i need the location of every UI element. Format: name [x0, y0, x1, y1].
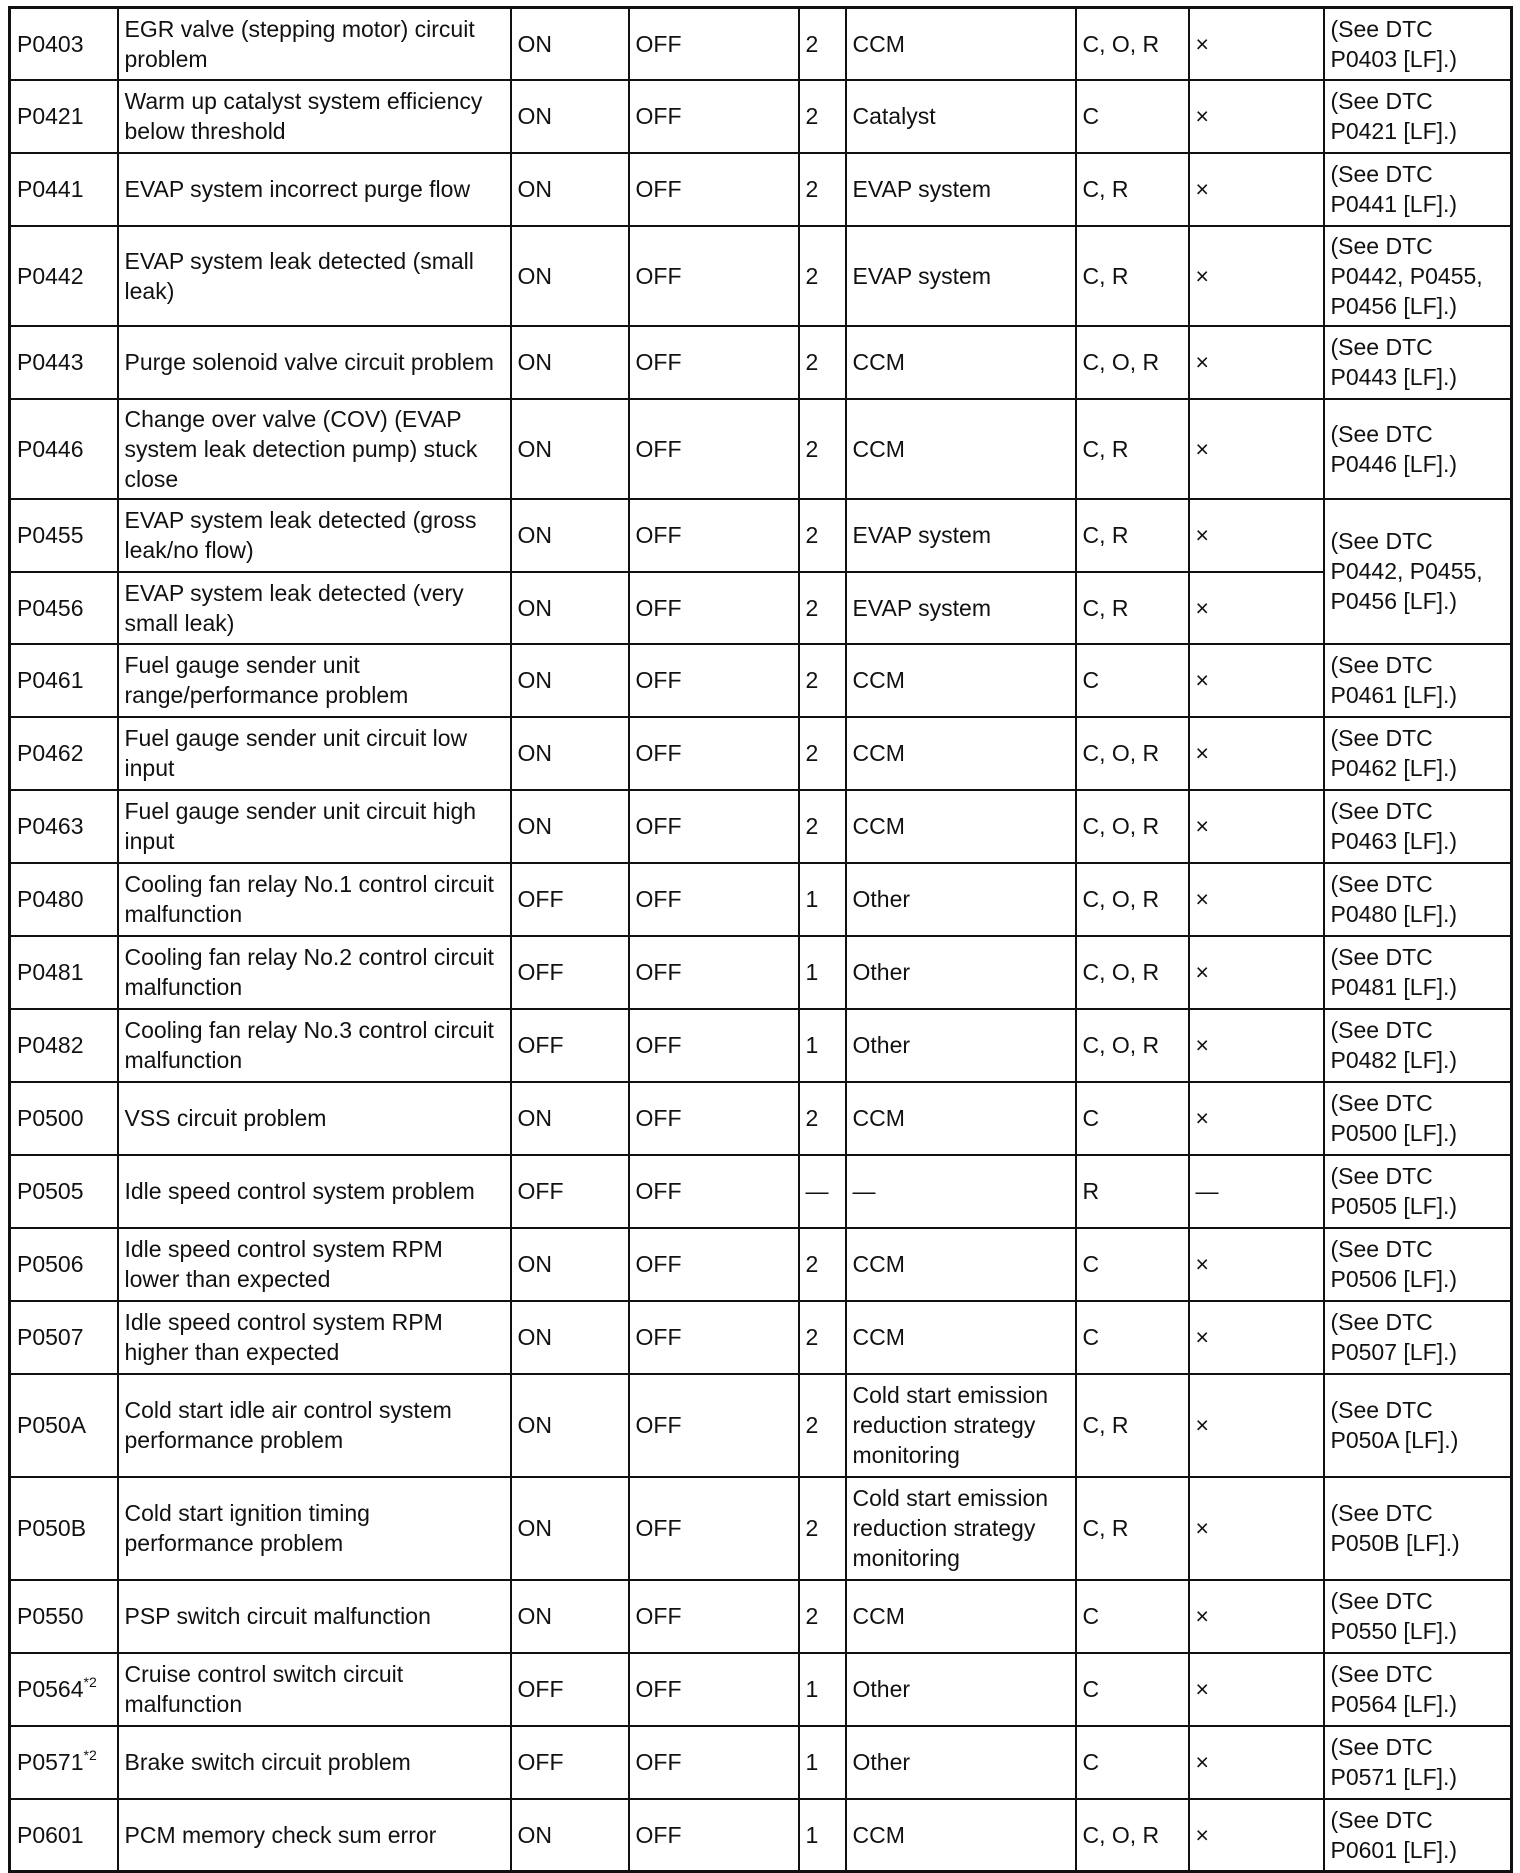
dtc-code-cell	[10, 572, 118, 644]
dtc-code: P0550	[17, 1603, 84, 1629]
mil-status: ON	[511, 1374, 629, 1477]
generator-warning-status: OFF	[629, 1082, 799, 1155]
dtc-table	[8, 6, 1513, 1873]
mil-status: ON	[511, 1477, 629, 1580]
mil-status: OFF	[511, 1653, 629, 1726]
mil-status: ON	[511, 1082, 629, 1155]
memory-function: C, R	[1076, 226, 1189, 326]
dtc-code: P0403	[17, 30, 84, 57]
dtc-description: PSP switch circuit malfunction	[118, 1580, 511, 1653]
monitor-item: CCM	[846, 1082, 1076, 1155]
dtc-description: Cooling fan relay No.2 control circuit malfunction	[118, 936, 511, 1009]
reference-link[interactable]: (See DTC P0463 [LF].)	[1324, 790, 1512, 863]
generator-warning-status: OFF	[629, 790, 799, 863]
drive-cycle: 2	[799, 790, 846, 863]
self-test-type: ×	[1189, 326, 1324, 399]
drive-cycle: 1	[799, 1726, 846, 1799]
footnote-marker: *2	[83, 1674, 97, 1690]
dtc-code: P0507	[17, 1324, 84, 1350]
memory-function: C	[1076, 1301, 1189, 1374]
drive-cycle: 1	[799, 863, 846, 936]
dtc-code: P0601	[17, 1821, 84, 1848]
dtc-code: P0571	[17, 1749, 84, 1775]
monitor-item: EVAP system	[846, 226, 1076, 326]
dtc-description: Fuel gauge sender unit circuit high input	[118, 790, 511, 863]
dtc-code-cell	[10, 153, 118, 226]
dtc-code: P0482	[17, 1032, 84, 1058]
monitor-item: CCM	[846, 1580, 1076, 1653]
generator-warning-status: OFF	[629, 644, 799, 717]
memory-function: C, O, R	[1076, 1009, 1189, 1082]
generator-warning-status: OFF	[629, 1726, 799, 1799]
dtc-description: Warm up catalyst system efficiency below threshold	[118, 80, 511, 153]
dtc-code-cell	[10, 1082, 118, 1155]
monitor-item: CCM	[846, 790, 1076, 863]
table-row	[10, 644, 1512, 717]
self-test-type: ×	[1189, 863, 1324, 936]
memory-function: C, O, R	[1076, 790, 1189, 863]
reference-link[interactable]: (See DTC P0482 [LF].)	[1324, 1009, 1512, 1082]
generator-warning-status: OFF	[629, 80, 799, 153]
generator-warning-status: OFF	[629, 863, 799, 936]
dtc-description: Cooling fan relay No.1 control circuit malfunction	[118, 863, 511, 936]
drive-cycle: 2	[799, 1082, 846, 1155]
table-row	[10, 153, 1512, 226]
monitor-item: CCM	[846, 1799, 1076, 1872]
dtc-description: Fuel gauge sender unit range/performance problem	[118, 644, 511, 717]
table-row	[10, 1580, 1512, 1653]
monitor-item: EVAP system	[846, 572, 1076, 644]
reference-link[interactable]: (See DTC P0442, P0455, P0456 [LF].)	[1324, 499, 1512, 644]
generator-warning-status: OFF	[629, 1228, 799, 1301]
memory-function: C	[1076, 644, 1189, 717]
self-test-type: ×	[1189, 1301, 1324, 1374]
drive-cycle: 2	[799, 326, 846, 399]
generator-warning-status: OFF	[629, 936, 799, 1009]
reference-link[interactable]: (See DTC P0480 [LF].)	[1324, 863, 1512, 936]
dtc-code: P0481	[17, 959, 84, 985]
dtc-code: P0505	[17, 1178, 84, 1204]
memory-function: R	[1076, 1155, 1189, 1228]
dtc-code-cell	[10, 80, 118, 153]
self-test-type: ×	[1189, 1009, 1324, 1082]
dtc-description: EVAP system leak detected (small leak)	[118, 226, 511, 326]
reference-link[interactable]: (See DTC P0443 [LF].)	[1324, 326, 1512, 399]
reference-link[interactable]: (See DTC P0506 [LF].)	[1324, 1228, 1512, 1301]
dtc-code-cell	[10, 1580, 118, 1653]
generator-warning-status: OFF	[629, 8, 799, 80]
dtc-code: P0461	[17, 667, 84, 693]
mil-status: ON	[511, 226, 629, 326]
self-test-type: ×	[1189, 1374, 1324, 1477]
dtc-code-cell	[10, 1155, 118, 1228]
mil-status: ON	[511, 80, 629, 153]
dtc-description: Idle speed control system RPM lower than expected	[118, 1228, 511, 1301]
reference-link[interactable]: (See DTC P0505 [LF].)	[1324, 1155, 1512, 1228]
drive-cycle: 2	[799, 1228, 846, 1301]
table-row	[10, 1374, 1512, 1477]
monitor-item: EVAP system	[846, 499, 1076, 572]
table-row	[10, 572, 1512, 644]
dtc-code-cell	[10, 1477, 118, 1580]
monitor-item: Other	[846, 1726, 1076, 1799]
monitor-item: Other	[846, 1009, 1076, 1082]
reference-link[interactable]: (See DTC P0500 [LF].)	[1324, 1082, 1512, 1155]
memory-function: C, R	[1076, 572, 1189, 644]
table-row	[10, 8, 1512, 80]
dtc-code-cell	[10, 1009, 118, 1082]
generator-warning-status: OFF	[629, 1374, 799, 1477]
table-row	[10, 790, 1512, 863]
dtc-description: EGR valve (stepping motor) circuit problem	[118, 8, 511, 80]
self-test-type: ×	[1189, 1082, 1324, 1155]
reference-link[interactable]: (See DTC P0507 [LF].)	[1324, 1301, 1512, 1374]
table-row	[10, 1799, 1512, 1872]
monitor-item: CCM	[846, 326, 1076, 399]
memory-function: C	[1076, 1653, 1189, 1726]
drive-cycle: —	[799, 1155, 846, 1228]
dtc-code-cell	[10, 399, 118, 499]
dtc-code-cell	[10, 326, 118, 399]
dtc-code: P0463	[17, 813, 84, 839]
generator-warning-status: OFF	[629, 326, 799, 399]
drive-cycle: 1	[799, 1653, 846, 1726]
dtc-code-cell	[10, 790, 118, 863]
dtc-description: Idle speed control system problem	[118, 1155, 511, 1228]
dtc-code: P0446	[17, 435, 84, 462]
dtc-code-cell	[10, 226, 118, 326]
dtc-code: P050A	[17, 1412, 87, 1438]
mil-status: OFF	[511, 1155, 629, 1228]
generator-warning-status: OFF	[629, 1580, 799, 1653]
self-test-type: ×	[1189, 936, 1324, 1009]
dtc-code: P0455	[17, 522, 84, 548]
monitor-item: Other	[846, 936, 1076, 1009]
monitor-item: CCM	[846, 644, 1076, 717]
drive-cycle: 2	[799, 572, 846, 644]
memory-function: C, R	[1076, 1477, 1189, 1580]
monitor-item: Other	[846, 863, 1076, 936]
mil-status: OFF	[511, 1726, 629, 1799]
self-test-type: ×	[1189, 572, 1324, 644]
dtc-code: P0443	[17, 349, 84, 375]
dtc-description: EVAP system incorrect purge flow	[118, 153, 511, 226]
table-row	[10, 1653, 1512, 1726]
drive-cycle: 2	[799, 226, 846, 326]
dtc-description: Cooling fan relay No.3 control circuit malfunction	[118, 1009, 511, 1082]
mil-status: ON	[511, 1799, 629, 1872]
table-row	[10, 1009, 1512, 1082]
mil-status: ON	[511, 8, 629, 80]
drive-cycle: 2	[799, 499, 846, 572]
self-test-type: ×	[1189, 1228, 1324, 1301]
table-row	[10, 1477, 1512, 1580]
dtc-code: P0462	[17, 740, 84, 766]
memory-function: C	[1076, 80, 1189, 153]
memory-function: C, O, R	[1076, 1799, 1189, 1872]
monitor-item: EVAP system	[846, 153, 1076, 226]
reference-link[interactable]: (See DTC P0441 [LF].)	[1324, 153, 1512, 226]
dtc-code-cell	[10, 936, 118, 1009]
table-row	[10, 863, 1512, 936]
drive-cycle: 2	[799, 644, 846, 717]
dtc-code-cell	[10, 1228, 118, 1301]
self-test-type: ×	[1189, 399, 1324, 499]
table-row	[10, 717, 1512, 790]
table-row	[10, 936, 1512, 1009]
dtc-code: P0456	[17, 594, 84, 621]
self-test-type: ×	[1189, 1477, 1324, 1580]
reference-link[interactable]: (See DTC P0550 [LF].)	[1324, 1580, 1512, 1653]
mil-status: ON	[511, 717, 629, 790]
reference-link[interactable]: (See DTC P0446 [LF].)	[1324, 399, 1512, 499]
mil-status: ON	[511, 790, 629, 863]
table-row	[10, 1155, 1512, 1228]
drive-cycle: 1	[799, 936, 846, 1009]
monitor-item: Cold start emission reduction strategy monitoring	[846, 1477, 1076, 1580]
mil-status: ON	[511, 1301, 629, 1374]
drive-cycle: 1	[799, 1009, 846, 1082]
drive-cycle: 2	[799, 717, 846, 790]
dtc-code: P0564	[17, 1676, 84, 1702]
self-test-type: ×	[1189, 226, 1324, 326]
memory-function: C, O, R	[1076, 863, 1189, 936]
reference-link[interactable]: (See DTC P0442, P0455, P0456 [LF].)	[1324, 226, 1512, 326]
generator-warning-status: OFF	[629, 1301, 799, 1374]
memory-function: C	[1076, 1228, 1189, 1301]
drive-cycle: 2	[799, 1477, 846, 1580]
self-test-type: ×	[1189, 153, 1324, 226]
reference-link[interactable]: (See DTC P0571 [LF].)	[1324, 1726, 1512, 1799]
dtc-code-cell	[10, 644, 118, 717]
drive-cycle: 2	[799, 1580, 846, 1653]
self-test-type: ×	[1189, 644, 1324, 717]
dtc-code-cell	[10, 1653, 118, 1726]
mil-status: OFF	[511, 1009, 629, 1082]
self-test-type: ×	[1189, 499, 1324, 572]
drive-cycle: 2	[799, 1301, 846, 1374]
self-test-type: ×	[1189, 1580, 1324, 1653]
dtc-code: P0480	[17, 886, 84, 912]
memory-function: C, R	[1076, 499, 1189, 572]
monitor-item: CCM	[846, 1301, 1076, 1374]
table-row	[10, 80, 1512, 153]
dtc-code: P050B	[17, 1515, 87, 1541]
table-row	[10, 499, 1512, 572]
table-row	[10, 1726, 1512, 1799]
dtc-code-cell	[10, 499, 118, 572]
reference-link[interactable]: (See DTC P0601 [LF].)	[1324, 1799, 1512, 1872]
monitor-item: CCM	[846, 8, 1076, 80]
dtc-code: P0506	[17, 1251, 84, 1277]
dtc-description: Purge solenoid valve circuit problem	[118, 326, 511, 399]
monitor-item: Catalyst	[846, 80, 1076, 153]
memory-function: C, O, R	[1076, 717, 1189, 790]
reference-link[interactable]: (See DTC P0421 [LF].)	[1324, 80, 1512, 153]
dtc-description: Cruise control switch circuit malfunction	[118, 1653, 511, 1726]
self-test-type: ×	[1189, 1799, 1324, 1872]
mil-status: OFF	[511, 863, 629, 936]
generator-warning-status: OFF	[629, 717, 799, 790]
generator-warning-status: OFF	[629, 1155, 799, 1228]
dtc-description: Cold start idle air control system performance problem	[118, 1374, 511, 1477]
dtc-code: P0441	[17, 176, 84, 202]
drive-cycle: 1	[799, 1799, 846, 1872]
mil-status: ON	[511, 1580, 629, 1653]
drive-cycle: 2	[799, 399, 846, 499]
dtc-description: EVAP system leak detected (gross leak/no flow)	[118, 499, 511, 572]
mil-status: ON	[511, 499, 629, 572]
drive-cycle: 2	[799, 80, 846, 153]
dtc-description: Idle speed control system RPM higher than expected	[118, 1301, 511, 1374]
self-test-type: ×	[1189, 1726, 1324, 1799]
monitor-item: Other	[846, 1653, 1076, 1726]
dtc-code-cell	[10, 717, 118, 790]
self-test-type: —	[1189, 1155, 1324, 1228]
dtc-description: VSS circuit problem	[118, 1082, 511, 1155]
mil-status: ON	[511, 326, 629, 399]
dtc-code-cell	[10, 1726, 118, 1799]
generator-warning-status: OFF	[629, 1799, 799, 1872]
monitor-item: CCM	[846, 717, 1076, 790]
dtc-code: P0421	[17, 103, 84, 129]
self-test-type: ×	[1189, 1653, 1324, 1726]
memory-function: C, R	[1076, 1374, 1189, 1477]
generator-warning-status: OFF	[629, 399, 799, 499]
table-row	[10, 226, 1512, 326]
memory-function: C, O, R	[1076, 8, 1189, 80]
dtc-description: Brake switch circuit problem	[118, 1726, 511, 1799]
dtc-table-body	[10, 8, 1512, 1872]
memory-function: C	[1076, 1726, 1189, 1799]
reference-link[interactable]: (See DTC P0462 [LF].)	[1324, 717, 1512, 790]
table-row	[10, 1301, 1512, 1374]
dtc-description: Fuel gauge sender unit circuit low input	[118, 717, 511, 790]
generator-warning-status: OFF	[629, 153, 799, 226]
monitor-item: CCM	[846, 399, 1076, 499]
table-row	[10, 399, 1512, 499]
dtc-code-cell	[10, 8, 118, 80]
dtc-code-cell	[10, 1799, 118, 1872]
memory-function: C, R	[1076, 399, 1189, 499]
generator-warning-status: OFF	[629, 572, 799, 644]
dtc-code: P0442	[17, 262, 84, 289]
mil-status: OFF	[511, 936, 629, 1009]
monitor-item: Cold start emission reduction strategy monitoring	[846, 1374, 1076, 1477]
memory-function: C, O, R	[1076, 326, 1189, 399]
generator-warning-status: OFF	[629, 226, 799, 326]
reference-link[interactable]: (See DTC P0403 [LF].)	[1324, 8, 1512, 80]
generator-warning-status: OFF	[629, 499, 799, 572]
generator-warning-status: OFF	[629, 1653, 799, 1726]
dtc-description: Change over valve (COV) (EVAP system leak detection pump) stuck close	[118, 399, 511, 499]
monitor-item: —	[846, 1155, 1076, 1228]
reference-link[interactable]: (See DTC P0564 [LF].)	[1324, 1653, 1512, 1726]
memory-function: C	[1076, 1082, 1189, 1155]
mil-status: ON	[511, 572, 629, 644]
memory-function: C	[1076, 1580, 1189, 1653]
generator-warning-status: OFF	[629, 1009, 799, 1082]
table-row	[10, 326, 1512, 399]
memory-function: C, O, R	[1076, 936, 1189, 1009]
dtc-description: Cold start ignition timing performance problem	[118, 1477, 511, 1580]
dtc-code: P0500	[17, 1105, 84, 1131]
self-test-type: ×	[1189, 717, 1324, 790]
dtc-code-cell	[10, 863, 118, 936]
dtc-code-cell	[10, 1374, 118, 1477]
dtc-description: PCM memory check sum error	[118, 1799, 511, 1872]
dtc-code-cell	[10, 1301, 118, 1374]
footnote-marker: *2	[83, 1747, 97, 1763]
drive-cycle: 2	[799, 1374, 846, 1477]
reference-link[interactable]: (See DTC P050B [LF].)	[1324, 1477, 1512, 1580]
monitor-item: CCM	[846, 1228, 1076, 1301]
drive-cycle: 2	[799, 153, 846, 226]
table-row	[10, 1082, 1512, 1155]
generator-warning-status: OFF	[629, 1477, 799, 1580]
mil-status: ON	[511, 644, 629, 717]
self-test-type: ×	[1189, 790, 1324, 863]
self-test-type: ×	[1189, 8, 1324, 80]
table-row	[10, 1228, 1512, 1301]
memory-function: C, R	[1076, 153, 1189, 226]
dtc-description: EVAP system leak detected (very small leak)	[118, 572, 511, 644]
reference-link[interactable]: (See DTC P0481 [LF].)	[1324, 936, 1512, 1009]
drive-cycle: 2	[799, 8, 846, 80]
reference-link[interactable]: (See DTC P0461 [LF].)	[1324, 644, 1512, 717]
mil-status: ON	[511, 1228, 629, 1301]
mil-status: ON	[511, 153, 629, 226]
mil-status: ON	[511, 399, 629, 499]
self-test-type: ×	[1189, 80, 1324, 153]
reference-link[interactable]: (See DTC P050A [LF].)	[1324, 1374, 1512, 1477]
